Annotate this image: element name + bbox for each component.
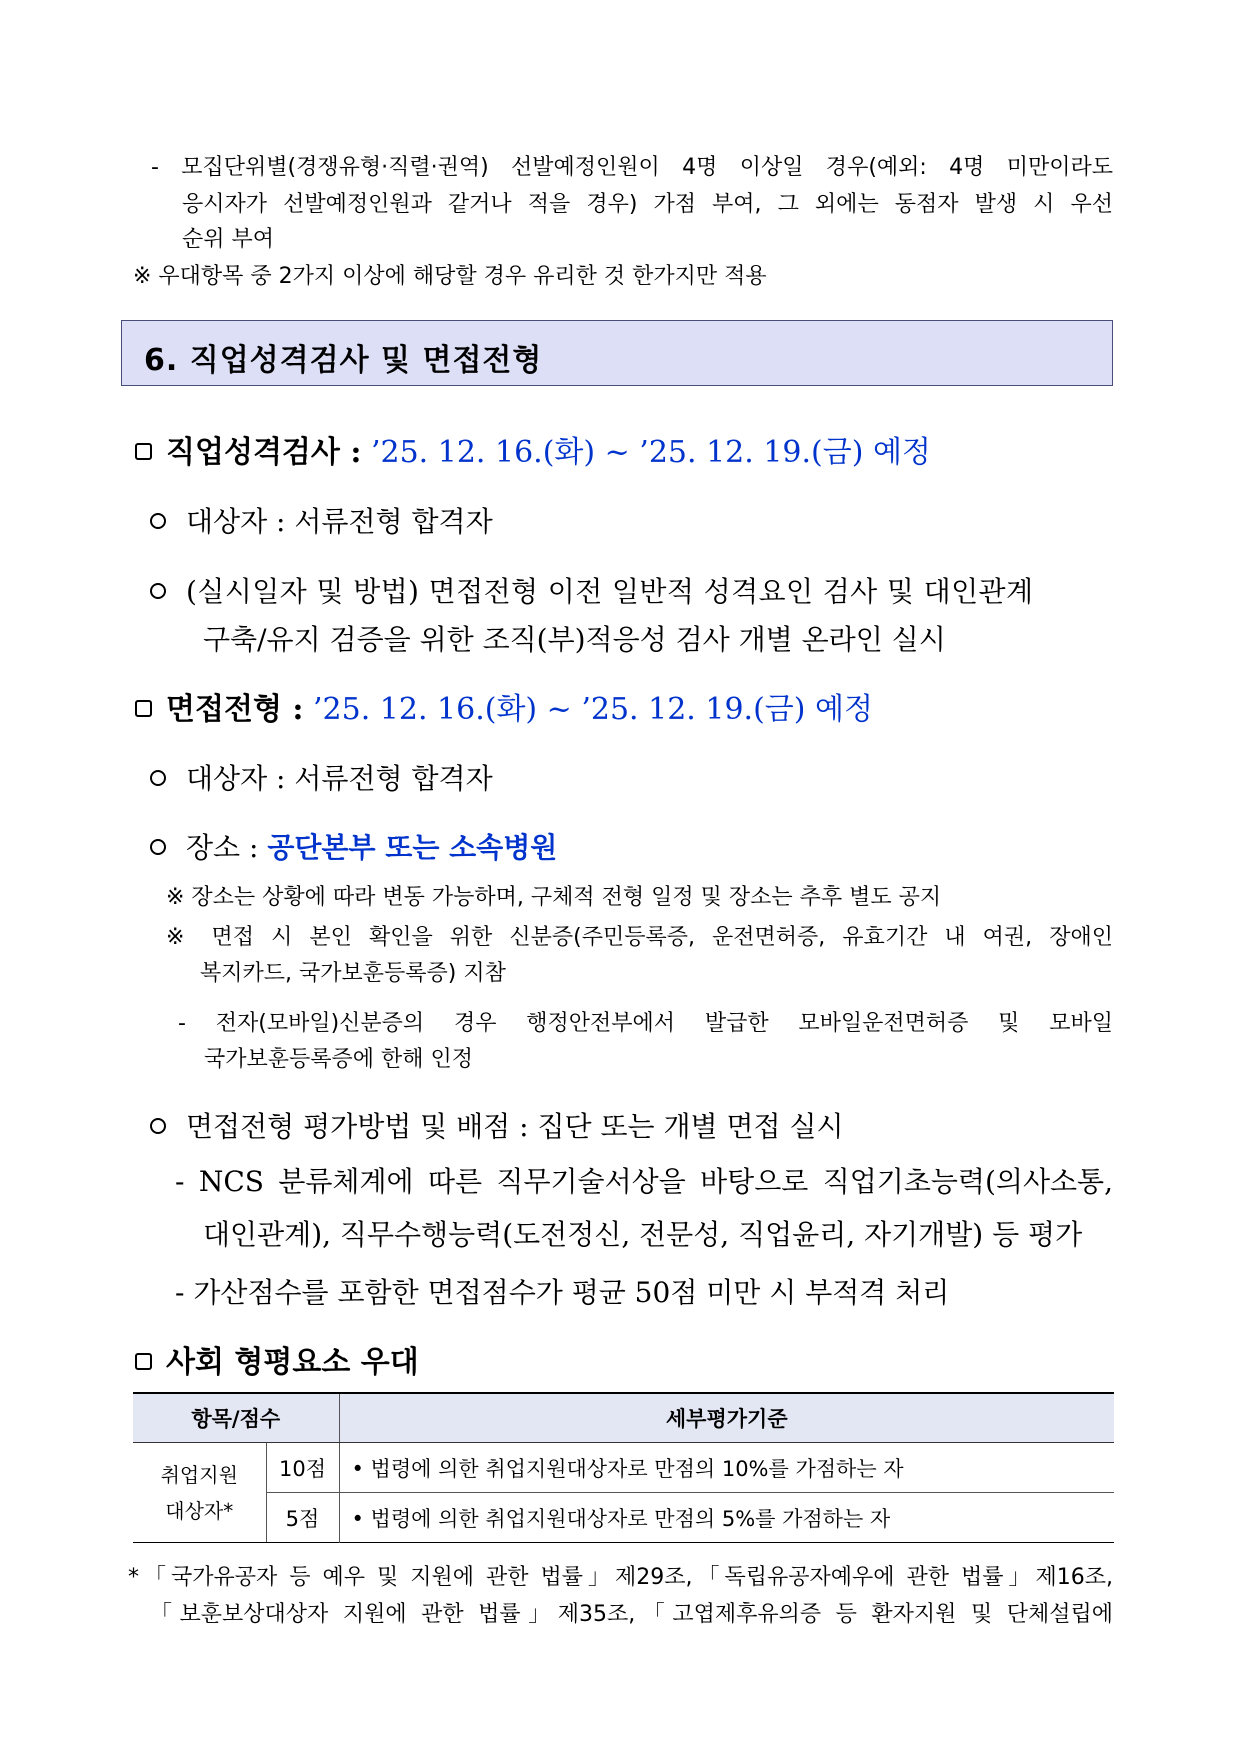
table-row (133, 1493, 1114, 1543)
section-title: 6. 직업성격검사 및 면접전형 (144, 343, 543, 378)
personality-test-method-text-1: (실시일자 및 방법) 면접전형 이전 일반적 성격요인 검사 및 대인관계 (186, 575, 1034, 608)
personality-test-method-line-2: 구축/유지 검증을 위한 조직(부)적응성 검사 개별 온라인 실시 (203, 623, 946, 656)
footnote-line-1: *「국가유공자 등 예우 및 지원에 관한 법률」제29조,「독립유공자예우에 관한 법률」제16조, (128, 1565, 1113, 1590)
social-equity-table (133, 1392, 1114, 1543)
interview-note-3-line-1: - 전자(모바일)신분증의 경우 행정안전부에서 발급한 모바일운전면허증 및 모바일 (178, 1011, 1113, 1036)
interview-eval-line-3: - 가산점수를 포함한 면접점수가 평균 50점 미만 시 부적격 처리 (175, 1276, 950, 1309)
circle-bullet-icon (150, 583, 166, 599)
interview-eval-title (150, 1105, 844, 1145)
interview-target (150, 757, 493, 797)
interview-place (150, 826, 557, 866)
table-header-criteria: 세부평가기준 (339, 1393, 1114, 1443)
table-category-cell (133, 1443, 266, 1543)
social-equity-heading (135, 1337, 419, 1381)
table-score-cell: 5점 (266, 1493, 339, 1543)
circle-bullet-icon (150, 770, 166, 786)
table-category-line-2: 대상자* (165, 1498, 234, 1523)
square-bullet-icon (135, 443, 152, 460)
square-bullet-icon (135, 1353, 152, 1370)
preface-dash-line-2: 응시자가 선발예정인원과 같거나 적을 경우) 가점 부여, 그 외에는 동점자 발생 시 우선 (182, 192, 1113, 217)
social-equity-title: 사회 형평요소 우대 (166, 1345, 419, 1380)
footnote-line-2: 「보훈보상대상자 지원에 관한 법률」제35조,「고엽제후유의증 등 환자지원 및 단체설립에 (150, 1602, 1113, 1627)
preface-note: ※ 우대항목 중 2가지 이상에 해당할 경우 유리한 것 한가지만 적용 (133, 264, 767, 289)
interview-label: 면접전형 : (166, 692, 304, 727)
interview-note-3-line-2: 국가보훈등록증에 한해 인정 (204, 1047, 474, 1072)
personality-test-method-line-1 (150, 570, 1113, 610)
preface-dash-line-3: 순위 부여 (182, 227, 275, 252)
preface-dash-line-1: - 모집단위별(경쟁유형·직렬·권역) 선발예정인원이 4명 이상일 경우(예외: 4명 미만이라도 (151, 155, 1113, 180)
table-row (133, 1443, 1114, 1493)
personality-test-target (150, 500, 493, 540)
square-bullet-icon (135, 700, 152, 717)
personality-test-target-text: 대상자 : 서류전형 합격자 (186, 505, 493, 538)
circle-bullet-icon (150, 839, 166, 855)
interview-eval-title-text: 면접전형 평가방법 및 배점 : 집단 또는 개별 면접 실시 (186, 1110, 844, 1143)
table-criteria-cell: • 법령에 의한 취업지원대상자로 만점의 10%를 가점하는 자 (339, 1443, 1114, 1493)
interview-place-value: 공단본부 또는 소속병원 (267, 831, 558, 864)
interview-place-label: 장소 : (186, 831, 259, 864)
personality-test-label: 직업성격검사 : (166, 435, 362, 470)
interview-note-2-line-2: 복지카드, 국가보훈등록증) 지참 (200, 961, 506, 986)
circle-bullet-icon (150, 513, 166, 529)
interview-eval-line-1: - NCS 분류체계에 따른 직무기술서상을 바탕으로 직업기초능력(의사소통, (175, 1165, 1113, 1198)
personality-test-date: ’25. 12. 16.(화) ~ ’25. 12. 19.(금) 예정 (370, 435, 931, 470)
section-heading-box (121, 320, 1113, 386)
interview-heading (135, 684, 873, 728)
interview-target-text: 대상자 : 서류전형 합격자 (186, 762, 493, 795)
interview-note-1: ※ 장소는 상황에 따라 변동 가능하며, 구체적 전형 일정 및 장소는 추후 별도 공지 (166, 885, 942, 910)
circle-bullet-icon (150, 1118, 166, 1134)
table-header-item: 항목/점수 (133, 1393, 339, 1443)
interview-note-2-line-1: ※ 면접 시 본인 확인을 위한 신분증(주민등록증, 운전면허증, 유효기간 내 여권, 장애인 (166, 925, 1113, 950)
interview-eval-line-2: 대인관계), 직무수행능력(도전정신, 전문성, 직업윤리, 자기개발) 등 평가 (203, 1218, 1083, 1251)
table-category-line-1: 취업지원 (160, 1462, 238, 1487)
interview-date: ’25. 12. 16.(화) ~ ’25. 12. 19.(금) 예정 (313, 692, 873, 727)
table-criteria-cell: • 법령에 의한 취업지원대상자로 만점의 5%를 가점하는 자 (351, 1506, 891, 1531)
table-score-cell: 10점 (266, 1443, 339, 1493)
personality-test-heading (135, 427, 931, 471)
